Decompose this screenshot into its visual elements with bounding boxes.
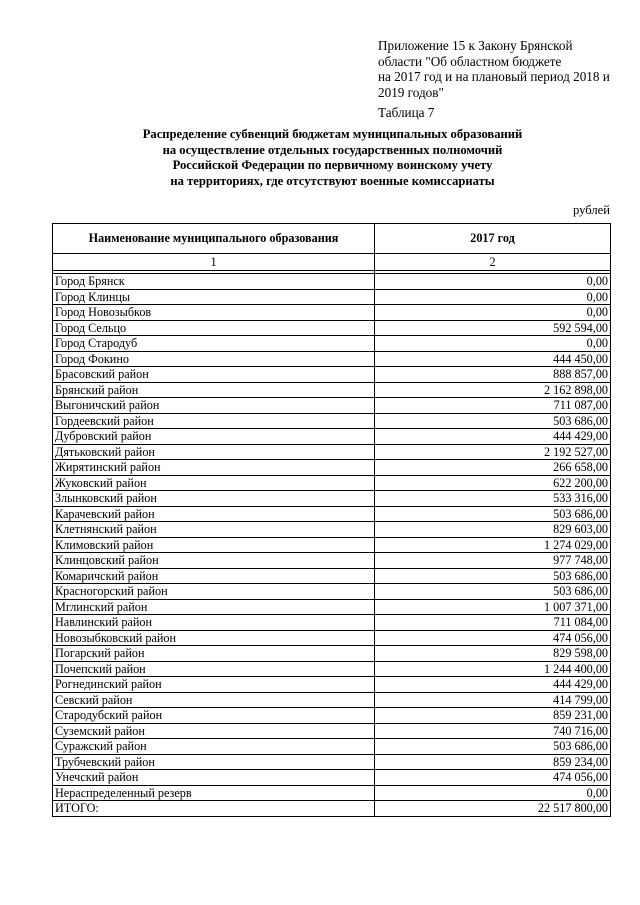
units-label: рублей (573, 203, 610, 217)
subvention-amount: 444 429,00 (375, 429, 611, 445)
subvention-amount: 0,00 (375, 289, 611, 305)
municipality-name: Злынковский район (53, 491, 375, 507)
subvention-amount: 829 598,00 (375, 646, 611, 662)
appendix-line-2: области "Об областном бюджете (378, 53, 562, 69)
subvention-amount: 444 450,00 (375, 351, 611, 367)
title-line-2: на осуществление отдельных государственных полномочий (162, 142, 503, 157)
table-row (53, 506, 611, 522)
subvention-amount: 711 087,00 (375, 398, 611, 414)
subvention-amount: 503 686,00 (375, 584, 611, 600)
table-row (53, 615, 611, 631)
municipality-name: Красногорский район (53, 584, 375, 600)
municipality-name: Дубровский район (53, 429, 375, 445)
table-row (53, 413, 611, 429)
municipality-name: Стародубский район (53, 708, 375, 724)
municipality-name: Город Сельцо (53, 320, 375, 336)
table-row (53, 305, 611, 321)
municipality-name: Унечский район (53, 770, 375, 786)
municipality-name: Выгоничский район (53, 398, 375, 414)
table-row (53, 429, 611, 445)
table-row (53, 568, 611, 584)
subvention-amount: 444 429,00 (375, 677, 611, 693)
column-header-year: 2017 год (375, 224, 611, 254)
table-row (53, 754, 611, 770)
subvention-amount: 711 084,00 (375, 615, 611, 631)
subvention-amount: 888 857,00 (375, 367, 611, 383)
table-row (53, 630, 611, 646)
subvention-amount: 414 799,00 (375, 692, 611, 708)
subvention-amount: 1 274 029,00 (375, 537, 611, 553)
table-row (53, 289, 611, 305)
table-row (53, 460, 611, 476)
municipality-name: Город Новозыбков (53, 305, 375, 321)
subvention-amount: 0,00 (375, 785, 611, 801)
subvention-amount: 533 316,00 (375, 491, 611, 507)
municipality-name: Жирятинский район (53, 460, 375, 476)
table-row (53, 708, 611, 724)
title-line-1: Распределение субвенций бюджетам муниципальных образований (142, 127, 523, 141)
municipality-name: Клинцовский район (53, 553, 375, 569)
table-row (53, 320, 611, 336)
table-row (53, 723, 611, 739)
table-row (53, 336, 611, 352)
municipality-name: Карачевский район (53, 506, 375, 522)
table-row (53, 584, 611, 600)
municipality-name: Трубчевский район (53, 754, 375, 770)
subvention-amount: 2 162 898,00 (375, 382, 611, 398)
subvention-amount: 503 686,00 (375, 413, 611, 429)
subvention-amount: 503 686,00 (375, 739, 611, 755)
table-row (53, 351, 611, 367)
table-row (53, 661, 611, 677)
subvention-amount: 859 234,00 (375, 754, 611, 770)
table-row (53, 367, 611, 383)
municipality-name: Город Фокино (53, 351, 375, 367)
municipality-name: Суражский район (53, 739, 375, 755)
municipality-name: Навлинский район (53, 615, 375, 631)
column-header-name: Наименование муниципального образования (53, 224, 375, 254)
table-row (53, 382, 611, 398)
municipality-name: Клетнянский район (53, 522, 375, 538)
title-line-3: Российской Федерации по первичному воинскому учету (172, 158, 493, 173)
subvention-amount: 977 748,00 (375, 553, 611, 569)
table-row (53, 444, 611, 460)
subvention-amount: 2 192 527,00 (375, 444, 611, 460)
municipality-name: Севский район (53, 692, 375, 708)
municipality-name: Климовский район (53, 537, 375, 553)
table-row (53, 491, 611, 507)
municipality-name: Город Стародуб (53, 336, 375, 352)
appendix-line-3: на 2017 год и на плановый период 2018 и (378, 69, 610, 85)
municipality-name: Город Брянск (53, 274, 375, 290)
table-row (53, 537, 611, 553)
subvention-amount: 0,00 (375, 274, 611, 290)
subvention-amount: 859 231,00 (375, 708, 611, 724)
municipality-name: Погарский район (53, 646, 375, 662)
municipality-name: Суземский район (53, 723, 375, 739)
municipality-name: Мглинский район (53, 599, 375, 615)
subvention-amount: 829 603,00 (375, 522, 611, 538)
appendix-line-4: 2019 годов" (378, 84, 444, 100)
subvention-amount: 1 007 371,00 (375, 599, 611, 615)
table-row (53, 677, 611, 693)
table-row (53, 692, 611, 708)
subvention-amount: 503 686,00 (375, 506, 611, 522)
appendix-header (378, 38, 628, 121)
table-row (53, 553, 611, 569)
municipality-name: Комаричский район (53, 568, 375, 584)
column-number-2: 2 (375, 254, 611, 271)
subvention-amount: 266 658,00 (375, 460, 611, 476)
subvention-amount: 0,00 (375, 336, 611, 352)
table-row (53, 646, 611, 662)
municipality-name: Почепский район (53, 661, 375, 677)
appendix-line-1: Приложение 15 к Закону Брянской (378, 38, 573, 53)
table-row (53, 785, 611, 801)
column-number-1: 1 (53, 254, 375, 271)
title-line-4: на территориях, где отсутствуют военные комиссариаты (170, 173, 495, 188)
subvention-amount: 622 200,00 (375, 475, 611, 491)
municipality-name: Гордеевский район (53, 413, 375, 429)
municipality-name: Рогнединский район (53, 677, 375, 693)
municipality-name: Брянский район (53, 382, 375, 398)
subvention-amount: 740 716,00 (375, 723, 611, 739)
subventions-table (52, 223, 611, 817)
municipality-name: Жуковский район (53, 475, 375, 491)
table-row (53, 739, 611, 755)
subvention-amount: 474 056,00 (375, 630, 611, 646)
subvention-amount: 1 244 400,00 (375, 661, 611, 677)
table-body (53, 274, 611, 801)
table-row (53, 274, 611, 290)
table-row (53, 770, 611, 786)
subvention-amount: 0,00 (375, 305, 611, 321)
subvention-amount: 503 686,00 (375, 568, 611, 584)
total-label: ИТОГО: (53, 801, 375, 817)
total-value: 22 517 800,00 (375, 801, 611, 817)
table-row (53, 522, 611, 538)
document-title (90, 127, 575, 189)
municipality-name: Дятьковский район (53, 444, 375, 460)
municipality-name: Нераспределенный резерв (53, 785, 375, 801)
municipality-name: Город Клинцы (53, 289, 375, 305)
municipality-name: Новозыбковский район (53, 630, 375, 646)
table-label: Таблица 7 (378, 105, 435, 121)
total-row (53, 801, 611, 817)
table-row (53, 398, 611, 414)
municipality-name: Брасовский район (53, 367, 375, 383)
table-row (53, 475, 611, 491)
subvention-amount: 592 594,00 (375, 320, 611, 336)
subvention-amount: 474 056,00 (375, 770, 611, 786)
table-row (53, 599, 611, 615)
